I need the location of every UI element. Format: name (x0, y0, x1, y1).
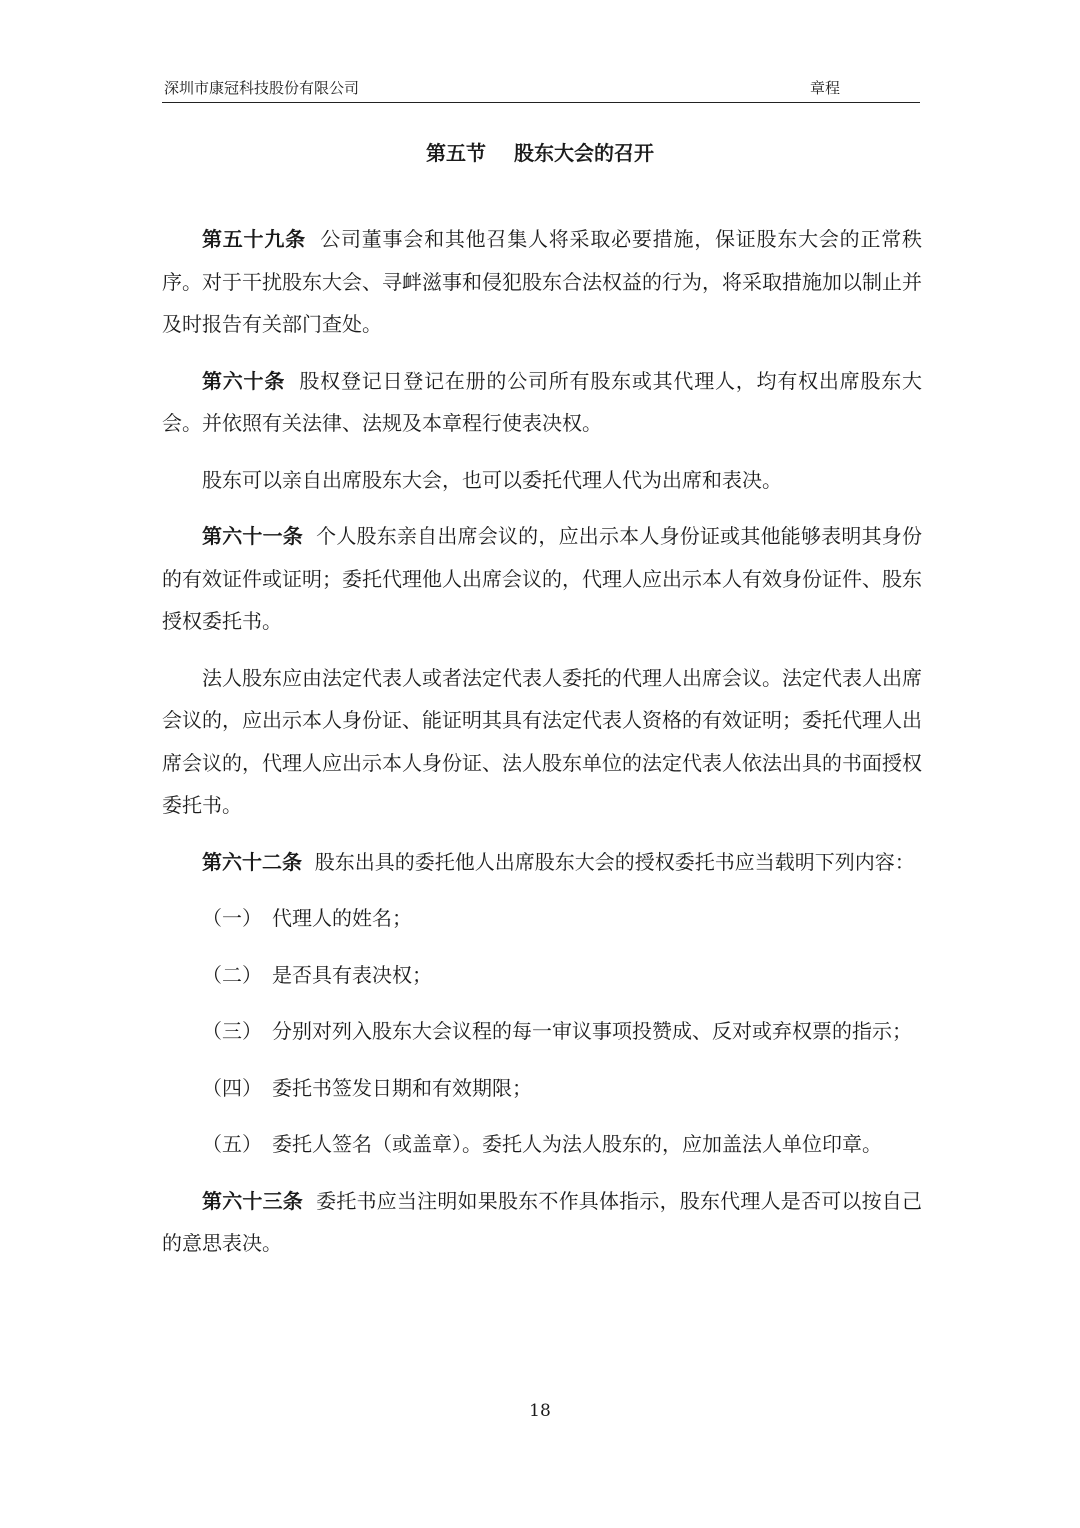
article-label: 第六十一条 (202, 524, 304, 548)
list-item (162, 1123, 922, 1166)
section-title (0, 138, 1080, 168)
article-text: 委托书应当注明如果股东不作具体指示，股东代理人是否可以按自己的意思表决。 (162, 1188, 923, 1255)
paragraph-text: 股东可以亲自出席股东大会，也可以委托代理人代为出席和表决。 (202, 467, 782, 492)
list-item (162, 897, 922, 940)
article-63 (162, 1180, 922, 1265)
article-label: 第六十条 (202, 368, 286, 393)
section-heading: 股东大会的召开 (514, 141, 654, 165)
document-type: 章程 (810, 79, 841, 97)
list-item-number: （五） (202, 1132, 262, 1156)
article-62 (162, 841, 922, 884)
paragraph (162, 657, 922, 827)
article-61 (162, 515, 922, 643)
list-item-number: （一） (202, 906, 262, 930)
list-item (162, 1010, 922, 1053)
document-body (162, 218, 922, 1279)
list-item-text: 委托书签发日期和有效期限； (272, 1075, 532, 1100)
list-item-text: 代理人的姓名； (272, 906, 412, 930)
list-item-number: （三） (202, 1019, 262, 1043)
paragraph-text: 法人股东应由法定代表人或者法定代表人委托的代理人出席会议。法定代表人出席会议的，应出示本人身份证、能证明其具有法定代表人资格的有效证明；委托代理人出席会议的，代理人应出示本人身份证、法人股东单位的法定代表人依法出具的书面授权委托书。 (162, 665, 922, 817)
article-60 (162, 360, 922, 445)
list-item-text: 分别对列入股东大会议程的每一审议事项投赞成、反对或弃权票的指示； (272, 1019, 912, 1043)
article-text: 公司董事会和其他召集人将采取必要措施，保证股东大会的正常秩序。对于干扰股东大会、寻衅滋事和侵犯股东合法权益的行为，将采取措施加以制止并及时报告有关部门查处。 (162, 227, 923, 336)
article-text: 个人股东亲自出席会议的，应出示本人身份证或其他能够表明其身份的有效证件或证明；委托代理他人出席会议的，代理人应出示本人有效身份证件、股东授权委托书。 (162, 524, 923, 633)
list-item (162, 954, 922, 997)
company-name: 深圳市康冠科技股份有限公司 (164, 79, 360, 97)
article-59 (162, 218, 922, 346)
article-label: 第六十二条 (202, 849, 302, 874)
article-text: 股东出具的委托他人出席股东大会的授权委托书应当载明下列内容： (314, 849, 915, 874)
article-label: 第六十三条 (202, 1188, 304, 1213)
page-header (162, 78, 920, 103)
page-number: 18 (529, 1401, 551, 1421)
list-item-number: （二） (202, 962, 262, 987)
list-item (162, 1067, 922, 1110)
paragraph (162, 459, 922, 502)
list-item-text: 委托人签名（或盖章）。委托人为法人股东的，应加盖法人单位印章。 (272, 1132, 882, 1156)
section-number: 第五节 (426, 141, 486, 165)
article-label: 第五十九条 (202, 227, 306, 251)
list-item-number: （四） (202, 1075, 262, 1100)
list-item-text: 是否具有表决权； (272, 962, 432, 987)
article-text: 股权登记日登记在册的公司所有股东或其代理人，均有权出席股东大会。并依照有关法律、法规及本章程行使表决权。 (162, 368, 923, 435)
